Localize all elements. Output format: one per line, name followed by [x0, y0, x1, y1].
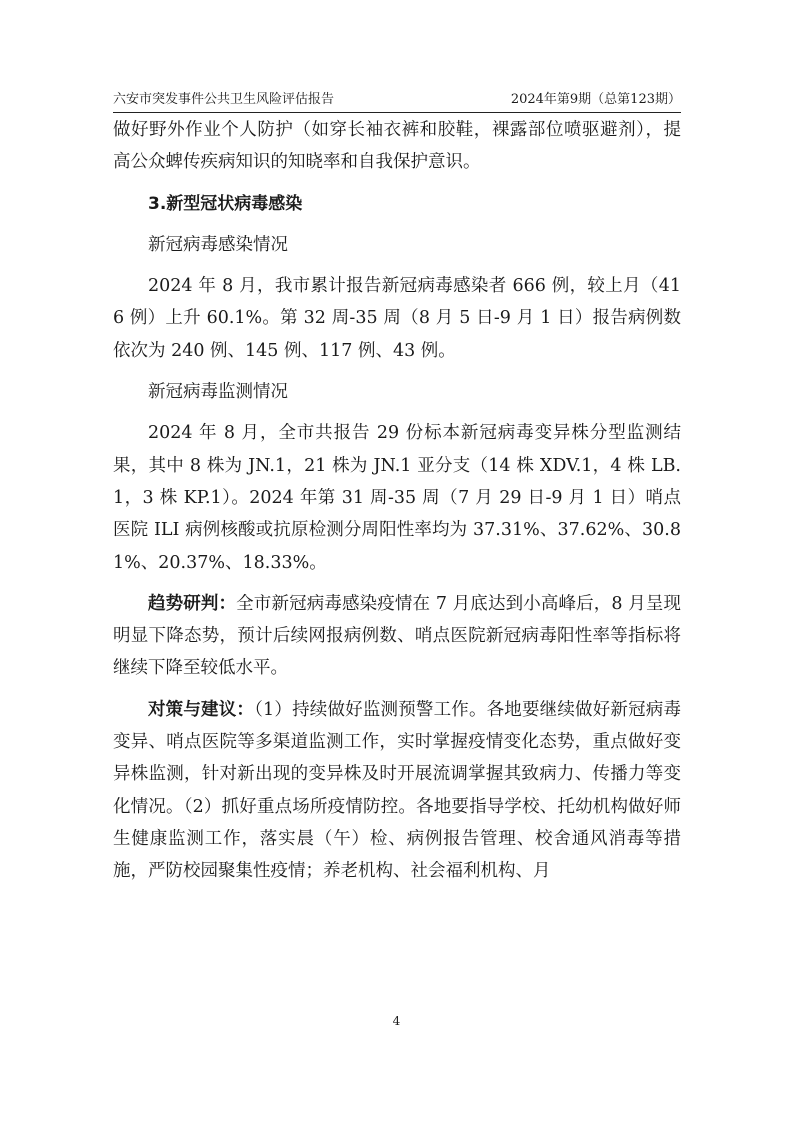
paragraph-infection-status: 2024 年 8 月，我市累计报告新冠病毒感染者 666 例，较上月（416 例）上升 60.1%。第 32 周-35 周（8 月 5 日-9 月 1 日）报告病例数依次为 240 例、145 例、117 例、43 例。: [113, 276, 681, 361]
paragraph-trend: [113, 588, 681, 685]
advice-text: （1）持续做好监测预警工作。各地要继续做好新冠病毒变异、哨点医院等多渠道监测工作，实时掌握疫情变化态势，重点做好变异株监测，针对新出现的变异株及时开展流调掌握其致病力、传播力等变化情况。（2）抓好重点场所疫情防控。各地要指导学校、托幼机构做好师生健康监测工作，落实晨（午）检、病例报告管理、校舍通风消毒等措施，严防校园聚集性疫情；养老机构、社会福利机构、月: [113, 699, 681, 882]
trend-text: 全市新冠病毒感染疫情在 7 月底达到小高峰后，8 月呈现明显下降态势，预计后续网报病例数、哨点医院新冠病毒阳性率等指标将继续下降至较低水平。: [113, 593, 681, 679]
trend-label: 趋势研判：: [148, 593, 237, 614]
subheading-infection-status: 新冠病毒感染情况: [148, 234, 288, 255]
section-heading-covid: 3.新型冠状病毒感染: [148, 193, 303, 214]
issue-number: 2024年第9期（总第123期）: [510, 92, 681, 107]
subheading-monitoring-status: 新冠病毒监测情况: [148, 382, 288, 403]
report-title: 六安市突发事件公共卫生风险评估报告: [113, 92, 335, 107]
paragraph-advice: [113, 694, 681, 888]
page-header: [113, 90, 681, 113]
advice-label: 对策与建议：: [148, 699, 255, 720]
page-number: 4: [392, 1014, 401, 1028]
paragraph-tick-protection: 做好野外作业个人防护（如穿长袖衣裤和胶鞋，裸露部位喷驱避剂），提高公众蜱传疾病知识的知晓率和自我保护意识。: [113, 120, 681, 173]
paragraph-monitoring-status: 2024 年 8 月，全市共报告 29 份标本新冠病毒变异株分型监测结果，其中 8 株为 JN.1，21 株为 JN.1 亚分支（14 株 XDV.1，4 株 LB.1，3 株 KP.1）。2024 年第 31 周-35 周（7 月 29 日-9 月 1 日）哨点医院 ILI 病例核酸或抗原检测分周阳性率均为 37.31%、37.62%、30.81%、20.37%、18.33%。: [113, 423, 681, 573]
document-body: [113, 114, 681, 897]
